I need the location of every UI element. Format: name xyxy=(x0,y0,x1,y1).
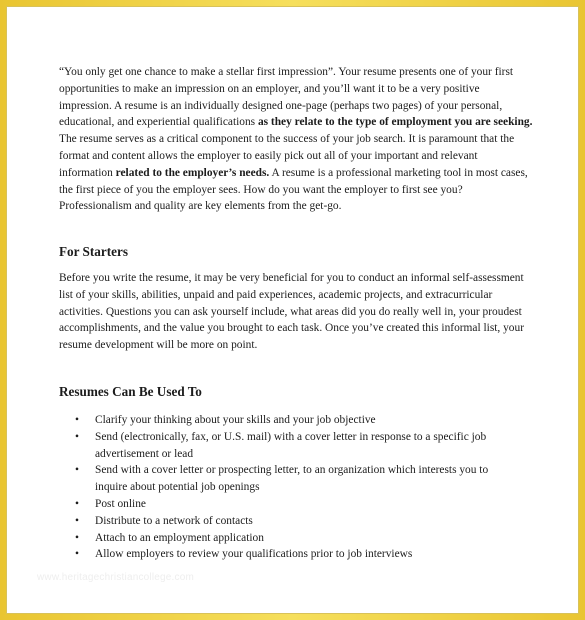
intro-text-1: “You only get one chance to make a stellar first impression”. Your resume presents one of your first opportunities to make an impression on an employer, and you’ll want it to be a very positive impression. A resume is an individually designed one-page (perhaps two pages) of your personal, educational, and experiential qualifications xyxy=(59,66,514,129)
bullet-icon: • xyxy=(75,514,79,527)
list-item-text: Clarify your thinking about your skills and your job objective xyxy=(95,414,376,426)
bullet-icon: • xyxy=(75,464,79,477)
list-item-text: Send with a cover letter or prospecting letter, to an organization which interests you to inquire about potential job openings xyxy=(95,464,489,494)
list-item-text: Distribute to a network of contacts xyxy=(95,514,253,527)
bullet-icon: • xyxy=(75,430,79,443)
list-item xyxy=(59,546,505,563)
watermark: www.heritagechristiancollege.com xyxy=(37,572,195,583)
list-item-text: Post online xyxy=(95,497,146,510)
for-starters-heading: For Starters xyxy=(59,244,128,259)
document-page xyxy=(6,6,579,614)
list-item xyxy=(59,429,505,463)
list-item-text: Attach to an employment application xyxy=(95,531,264,544)
intro-text-2: The resume serves as a critical component to the success of your job search. It is paramount that the format and content allows the employer to easily pick out all of your important and relevant information xyxy=(59,133,515,179)
for-starters-paragraph: Before you write the resume, it may be very beneficial for you to conduct an informal self-assessment list of your skills, abilities, unpaid and paid experiences, academic projects, and extracurricular activities. Questions you can ask yourself include, what areas did you do really well in, your proudest accomplishments, and the value you brought to each task. Once you’ve created this informal list, your resume development will be more on point. xyxy=(59,272,524,352)
intro-bold-2: related to the employer’s needs. xyxy=(115,166,270,179)
bullet-icon: • xyxy=(75,497,79,510)
list-item xyxy=(59,412,505,429)
bullet-icon: • xyxy=(75,548,79,561)
list-item xyxy=(59,513,505,530)
intro-text-3: A resume is a professional marketing tool in most cases, the first piece of you the employer sees. How do you want the employer to first see you? Professionalism and quality are key elements from the get-go. xyxy=(59,166,528,213)
intro-paragraph xyxy=(59,64,533,215)
list-item-text: Send (electronically, fax, or U.S. mail) with a cover letter in response to a specific job advertisement or lead xyxy=(95,430,487,460)
list-item xyxy=(59,530,505,547)
list-item xyxy=(59,462,505,496)
list-item xyxy=(59,496,505,513)
bullet-icon: • xyxy=(75,414,79,426)
intro-bold-1: as they relate to the type of employment you are seeking. xyxy=(257,116,533,129)
resume-uses-heading: Resumes Can Be Used To xyxy=(59,384,202,399)
bullet-icon: • xyxy=(75,531,79,544)
list-item-text: Allow employers to review your qualifications prior to job interviews xyxy=(95,548,413,561)
resume-uses-list xyxy=(59,412,533,563)
